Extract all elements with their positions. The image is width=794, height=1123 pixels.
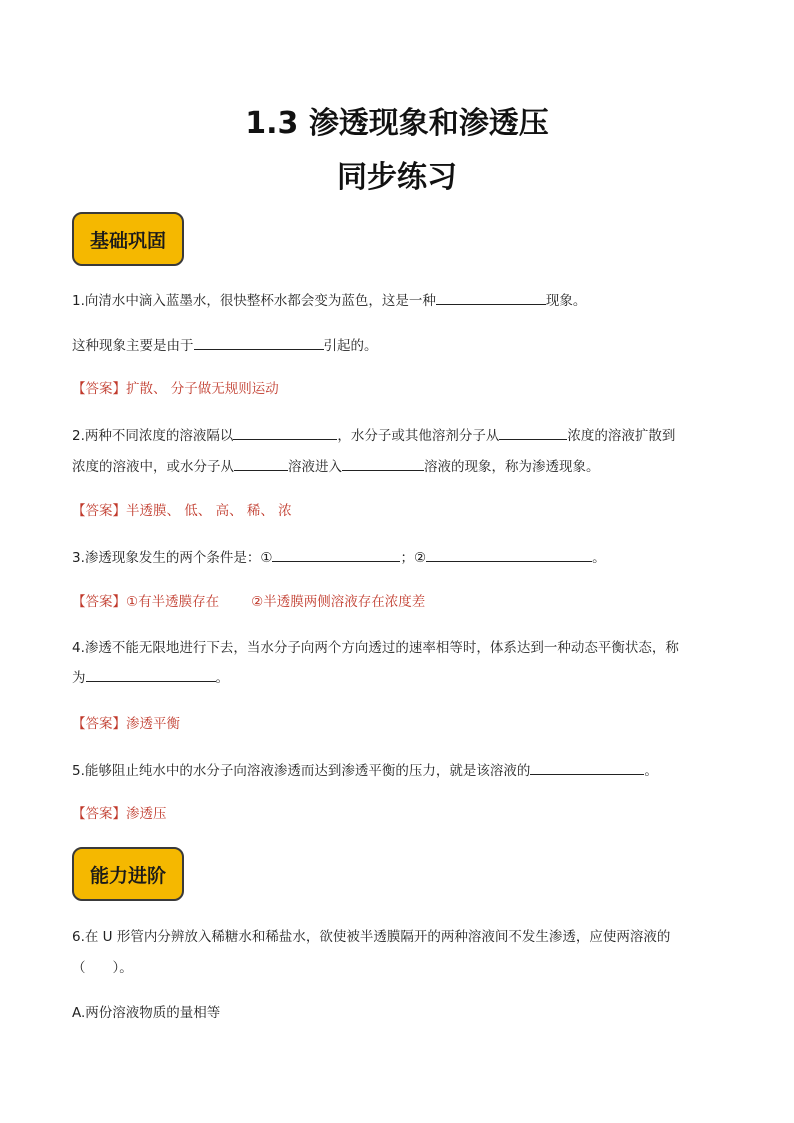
q5-blank-1[interactable] bbox=[530, 760, 644, 775]
question-1-line-1 bbox=[72, 290, 726, 311]
answer-tag: 【答案】 bbox=[72, 806, 126, 822]
q2-text-b: ，水分子或其他溶剂分子从 bbox=[337, 428, 500, 444]
answer-3-text-1: ①有半透膜存在 bbox=[126, 594, 220, 610]
answer-tag: 【答案】 bbox=[72, 381, 126, 397]
q6-text-a: 6.在 U 形管内分辨放入稀糖水和稀盐水，欲使被半透膜隔开的两种溶液间不发生渗透，应使两溶液的 bbox=[72, 929, 671, 945]
answer-1-text: 扩散、 分子做无规则运动 bbox=[126, 381, 279, 397]
q1-text-b: 现象。 bbox=[545, 293, 587, 309]
document-title: 1.3 渗透现象和渗透压 bbox=[245, 106, 549, 141]
document-subtitle: 同步练习 bbox=[337, 160, 457, 195]
answer-tag: 【答案】 bbox=[72, 716, 126, 732]
q2-blank-2[interactable] bbox=[499, 425, 567, 440]
question-2-line-2 bbox=[72, 456, 726, 477]
section-badge-advanced: 能力进阶 bbox=[72, 847, 184, 901]
q2-text-a: 2.两种不同浓度的溶液隔以 bbox=[72, 428, 234, 444]
answer-tag: 【答案】 bbox=[72, 503, 126, 519]
section-badge-basic: 基础巩固 bbox=[72, 212, 184, 266]
answer-tag: 【答案】 bbox=[72, 594, 126, 610]
q3-text-a: 3.渗透现象发生的两个条件是：① bbox=[72, 550, 273, 566]
answer-2 bbox=[72, 501, 726, 521]
question-5 bbox=[72, 760, 726, 781]
answer-5 bbox=[72, 804, 726, 824]
q6-text-b: （ ）。 bbox=[72, 960, 133, 976]
q2-blank-3[interactable] bbox=[234, 456, 288, 471]
question-4-line-2 bbox=[72, 667, 726, 688]
q4-blank-1[interactable] bbox=[86, 667, 216, 682]
question-2-line-1 bbox=[72, 425, 726, 446]
answer-3 bbox=[72, 592, 726, 612]
q1-blank-1[interactable] bbox=[436, 290, 546, 305]
q2-blank-1[interactable] bbox=[233, 425, 337, 440]
q1-text-c: 这种现象主要是由于 bbox=[72, 338, 194, 354]
q4-text-b: 为 bbox=[72, 670, 86, 686]
q1-text-d: 引起的。 bbox=[323, 338, 378, 354]
answer-5-text: 渗透压 bbox=[126, 806, 167, 822]
q3-text-b: ；② bbox=[400, 550, 427, 566]
answer-1 bbox=[72, 379, 726, 399]
q2-blank-4[interactable] bbox=[342, 456, 424, 471]
answer-3-text-2: ②半透膜两侧溶液存在浓度差 bbox=[251, 594, 426, 610]
answer-2-text: 半透膜、 低、 高、 稀、 浓 bbox=[126, 503, 292, 519]
q5-text-a: 5.能够阻止纯水中的水分子向溶液渗透而达到渗透平衡的压力，就是该溶液的 bbox=[72, 763, 531, 779]
q3-text-c: 。 bbox=[592, 550, 606, 566]
q2-text-e: 溶液进入 bbox=[288, 459, 342, 475]
q1-blank-2[interactable] bbox=[194, 335, 324, 350]
q3-blank-2[interactable] bbox=[426, 547, 592, 562]
q1-text-a: 1.向清水中滴入蓝墨水，很快整杯水都会变为蓝色，这是一种 bbox=[72, 293, 436, 309]
q3-blank-1[interactable] bbox=[272, 547, 400, 562]
question-6-line-2 bbox=[72, 958, 726, 978]
q4-text-c: 。 bbox=[215, 670, 229, 686]
answer-4-text: 渗透平衡 bbox=[126, 716, 180, 732]
question-1-line-2 bbox=[72, 335, 726, 356]
question-3 bbox=[72, 547, 726, 568]
answer-4 bbox=[72, 714, 726, 734]
q2-text-c: 浓度的溶液扩散到 bbox=[567, 428, 676, 444]
question-6-line-1 bbox=[72, 927, 726, 947]
q4-text-a: 4.渗透不能无限地进行下去，当水分子向两个方向透过的速率相等时，体系达到一种动态平衡状态，称 bbox=[72, 640, 679, 656]
q6-option-a-text: A.两份溶液物质的量相等 bbox=[72, 1005, 221, 1021]
q5-text-b: 。 bbox=[644, 763, 658, 779]
q2-text-d: 浓度的溶液中，或水分子从 bbox=[72, 459, 234, 475]
q2-text-f: 溶液的现象，称为渗透现象。 bbox=[424, 459, 600, 475]
question-4-line-1 bbox=[72, 638, 726, 658]
question-6-option-a bbox=[72, 1003, 726, 1023]
